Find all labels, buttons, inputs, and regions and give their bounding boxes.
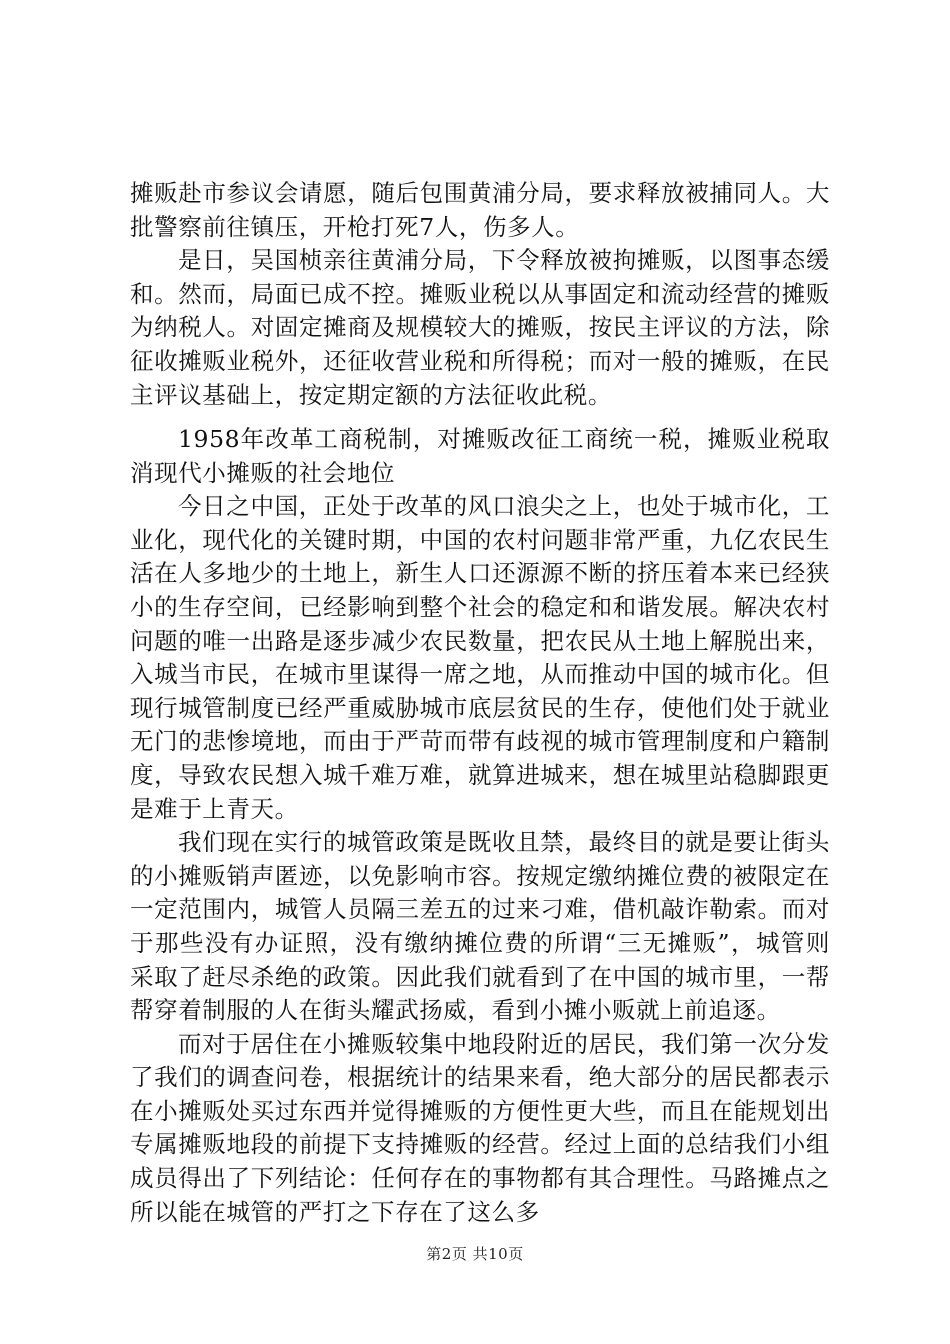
- body-text-bottom: [130, 423, 830, 1229]
- paragraph: 而对于居住在小摊贩较集中地段附近的居民，我们第一次分发了我们的调查问卷，根据统计的结果来看，绝大部分的居民都表示在小摊贩处买过东西并觉得摊贩的方便性更大些，而且在能规划出专属摊贩地段的前提下支持摊贩的经营。经过上面的总结我们小组成员得出了下列结论：任何存在的事物都有其合理性。马路摊点之所以能在城管的严打之下存在了这么多: [130, 1029, 830, 1226]
- paragraph: 是日，吴国桢亲往黄浦分局，下令释放被拘摊贩，以图事态缓和。然而，局面已成不控。摊贩业税以从事固定和流动经营的摊贩为纳税人。对固定摊商及规模较大的摊贩，按民主评议的方法，除征收摊贩业税外，还征收营业税和所得税；而对一般的摊贩，在民主评议基础上，按定期定额的方法征收此税。: [130, 246, 830, 409]
- body-text-top: [130, 177, 830, 412]
- paragraph: 1958年改革工商税制，对摊贩改征工商统一税，摊贩业税取消现代小摊贩的社会地位: [130, 425, 830, 487]
- paragraph-continued: 摊贩赴市参议会请愿，随后包围黄浦分局，要求释放被捕同人。大批警察前往镇压，开枪打死7人，伤多人。: [130, 179, 830, 241]
- page-number-footer: 第2页 共10页: [426, 1245, 524, 1263]
- paragraph: 我们现在实行的城管政策是既收且禁，最终目的就是要让街头的小摊贩销声匿迹，以免影响市容。按规定缴纳摊位费的被限定在一定范围内，城管人员隔三差五的过来刁难，借机敲诈勒索。而对于那些没有办证照，没有缴纳摊位费的所谓“三无摊贩”，城管则采取了赶尽杀绝的政策。因此我们就看到了在中国的城市里，一帮帮穿着制服的人在街头耀武扬威，看到小摊小贩就上前追逐。: [130, 828, 830, 1025]
- paragraph: 今日之中国，正处于改革的风口浪尖之上，也处于城市化，工业化，现代化的关键时期，中国的农村问题非常严重，九亿农民生活在人多地少的土地上，新生人口还源源不断的挤压着本来已经狭小的生存空间，已经影响到整个社会的稳定和和谐发展。解决农村问题的唯一出路是逐步减少农民数量，把农民从土地上解脱出来，入城当市民，在城市里谋得一席之地，从而推动中国的城市化。但现行城管制度已经严重威胁城市底层贫民的生存，使他们处于就业无门的悲惨境地，而由于严苛而带有歧视的城市管理制度和户籍制度，导致农民想入城千难万难，就算进城来，想在城里站稳脚跟更是难于上青天。: [130, 492, 830, 823]
